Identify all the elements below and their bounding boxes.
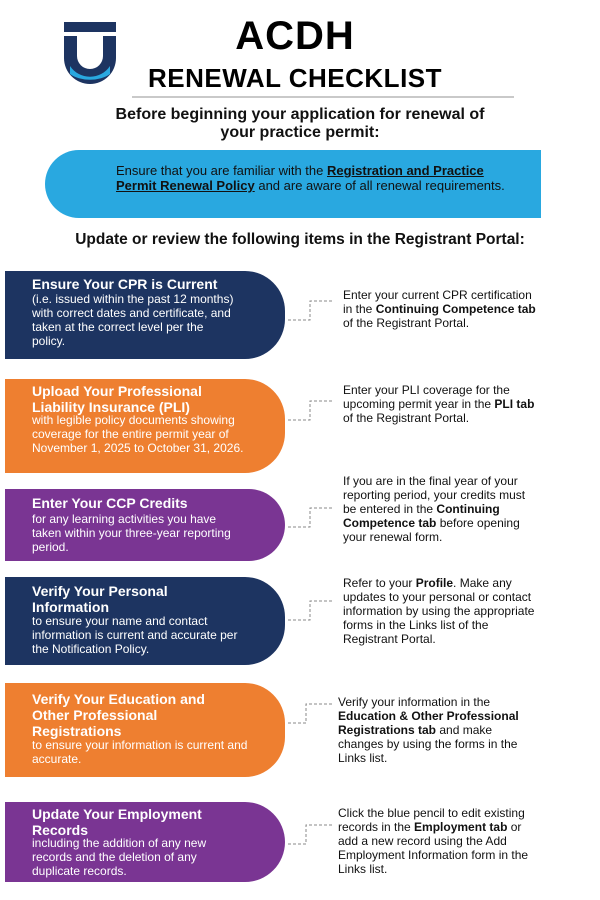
- item-title: Enter Your CCP Credits: [32, 495, 188, 511]
- note-emphasis: PLI tab: [494, 397, 535, 411]
- item-note-employment: [338, 806, 533, 876]
- note-emphasis: Employment tab: [414, 820, 508, 834]
- intro-line-1: Before beginning your application for renewal of: [115, 106, 485, 123]
- item-description: with legible policy documents showing coverage for the entire permit year of November 1, 2025 to October 31, 2026.: [32, 413, 244, 455]
- item-note-cpr: [343, 288, 538, 330]
- note-emphasis: Education & Other Professional Registrations tab: [338, 709, 519, 737]
- intro-text: [80, 106, 520, 142]
- note-text: Refer to your: [343, 576, 416, 590]
- note-text: Verify your information in the: [338, 695, 491, 709]
- page-subtitle: RENEWAL CHECKLIST: [147, 63, 443, 93]
- section-heading: Update or review the following items in the Registrant Portal:: [75, 231, 525, 248]
- item-title: Verify Your Personal Information: [32, 583, 168, 615]
- note-emphasis: Continuing Competence tab: [375, 302, 536, 316]
- item-description: to ensure your name and contact information is current and accurate per the Notification Policy.: [32, 614, 238, 656]
- checklist-item-education: [5, 683, 285, 777]
- item-note-education: [338, 695, 528, 765]
- renewal-policy-link[interactable]: Registration and Practice Permit Renewal Policy: [116, 163, 484, 193]
- item-note-pli: [343, 383, 538, 425]
- note-text: of the Registrant Portal.: [343, 316, 470, 330]
- checklist-item-cpr: [5, 271, 285, 359]
- checklist-item-pli: [5, 379, 285, 473]
- note-emphasis: Profile: [415, 576, 454, 590]
- note-text: Click the blue pencil to edit existing records in the: [338, 806, 525, 834]
- connector-line: [288, 701, 332, 727]
- note-text: . Make any updates to your personal or contact information by using the appropriate forms in the Links list of the Registrant Portal.: [343, 576, 535, 646]
- note-text: before opening your renewal form.: [343, 516, 520, 544]
- connector-line: [288, 822, 332, 848]
- item-description: including the addition of any new records and the deletion of any duplicate records.: [32, 836, 207, 878]
- connector-line: [288, 398, 332, 424]
- item-description: (i.e. issued within the past 12 months) with correct dates and certificate, and taken at the correct level per the policy.: [32, 292, 234, 348]
- policy-text-pre: Ensure that you are familiar with the: [116, 163, 327, 178]
- item-title: Ensure Your CPR is Current: [32, 276, 218, 292]
- item-note-personal-info: [343, 576, 538, 646]
- intro-line-2: your practice permit:: [220, 124, 380, 141]
- item-title: Upload Your Professional Liability Insurance (PLI): [32, 383, 202, 415]
- item-description: for any learning activities you have taken within your three-year reporting period.: [32, 512, 231, 554]
- note-emphasis: Continuing Competence tab: [343, 502, 500, 530]
- item-title: Verify Your Education and Other Professional Registrations: [32, 691, 205, 739]
- note-text: of the Registrant Portal.: [343, 411, 470, 425]
- page-title: ACDH: [235, 14, 355, 58]
- acdh-logo-icon: [64, 22, 116, 86]
- policy-text-post: and are aware of all renewal requirements.: [254, 178, 505, 193]
- policy-callout-text: [116, 163, 516, 193]
- item-note-ccp: [343, 474, 538, 544]
- note-text: Enter your PLI coverage for the upcoming permit year in the: [343, 383, 510, 411]
- note-text: or add a new record using the Add Employment Information form in the Links list.: [338, 820, 529, 876]
- connector-line: [288, 598, 332, 624]
- note-text: If you are in the final year of your reporting period, your credits must be entered in the: [343, 474, 526, 516]
- connector-line: [288, 505, 332, 531]
- header-divider: [132, 96, 514, 98]
- connector-line: [288, 298, 332, 324]
- checklist-item-employment: [5, 802, 285, 882]
- item-description: to ensure your information is current and accurate.: [32, 738, 248, 766]
- note-text: and make changes by using the forms in the Links list.: [338, 723, 518, 765]
- item-title: Update Your Employment Records: [32, 806, 202, 838]
- note-text: Enter your current CPR certification in the: [343, 288, 532, 316]
- checklist-item-ccp: [5, 489, 285, 561]
- checklist-item-personal-info: [5, 577, 285, 665]
